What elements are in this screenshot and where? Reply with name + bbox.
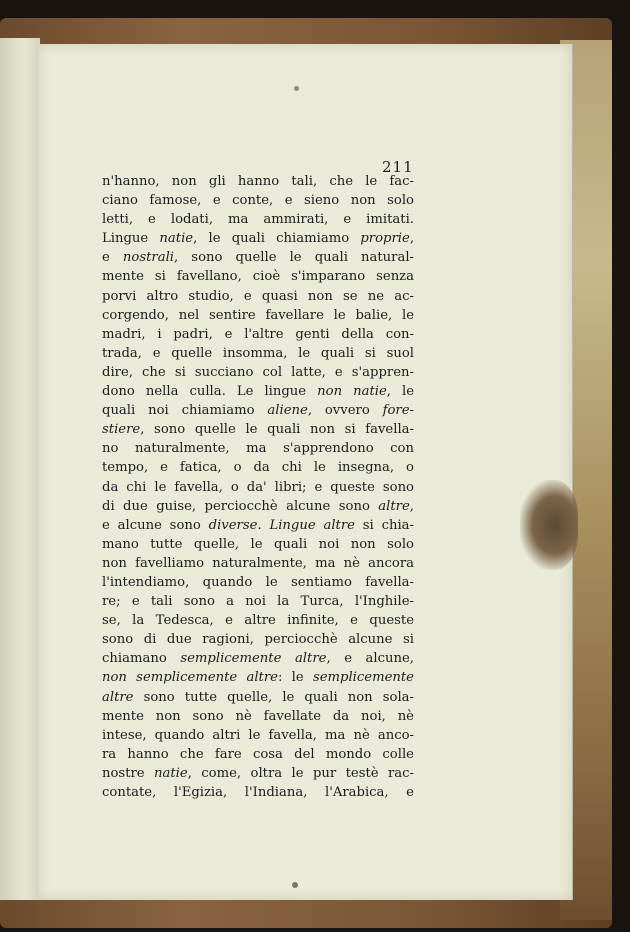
text-line xyxy=(102,363,414,382)
italic-text: diverse xyxy=(208,517,258,533)
text-line xyxy=(102,229,414,248)
text-line xyxy=(102,726,414,745)
text-segment: dono nella culla. Le lingue xyxy=(102,384,318,400)
text-segment: contate, l'Egizia, l'Indiana, l'Arabica, e xyxy=(102,785,414,800)
text-segment: sono di due ragioni, perciocchè alcune si xyxy=(102,632,414,648)
facing-page-edge xyxy=(0,38,40,900)
text-line xyxy=(102,420,414,439)
text-segment: , ovvero xyxy=(307,403,383,419)
text-segment: , le xyxy=(386,384,415,400)
text-line xyxy=(102,554,414,573)
text-line xyxy=(102,611,414,630)
text-line xyxy=(102,649,414,668)
paper-spot-top xyxy=(294,86,299,91)
text-segment: quali noi chiamiamo xyxy=(102,403,268,419)
text-line xyxy=(102,287,414,306)
text-segment: letti, e lodati, ma ammirati, e imitati. xyxy=(102,212,414,228)
text-line xyxy=(102,516,414,535)
text-segment: l'intendiamo, quando le sentiamo favella- xyxy=(102,574,414,590)
page-number: 211 xyxy=(382,158,414,176)
text-segment: , le quali chiamiamo xyxy=(193,231,361,247)
text-segment: madri, i padri, e l'altre genti della con- xyxy=(102,326,414,342)
text-line xyxy=(102,592,414,611)
text-line xyxy=(102,267,414,286)
text-segment: , xyxy=(409,231,415,247)
text-line xyxy=(102,458,414,477)
italic-text: semplicemente xyxy=(312,670,414,686)
italic-text: non natie xyxy=(317,384,387,400)
text-line xyxy=(102,172,414,191)
text-segment: mano tutte quelle, le quali noi non solo xyxy=(102,536,414,552)
text-segment: di due guise, perciocchè alcune sono xyxy=(102,498,379,514)
text-segment: , xyxy=(409,498,414,514)
text-line xyxy=(102,325,414,344)
text-line xyxy=(102,535,414,554)
text-segment: , sono quelle le quali natural- xyxy=(174,250,415,266)
text-segment: nostre xyxy=(102,765,155,781)
text-line xyxy=(102,210,414,229)
text-segment: ra hanno che fare cosa del mondo colle xyxy=(102,746,414,762)
italic-text: aliene xyxy=(267,403,308,419)
text-line xyxy=(102,783,414,802)
text-segment: e xyxy=(102,250,123,266)
text-line xyxy=(102,382,414,401)
paper-spot-bottom xyxy=(292,882,298,888)
text-line xyxy=(102,191,414,210)
italic-text: non semplicemente altre xyxy=(102,670,278,686)
text-segment: : le xyxy=(277,670,313,686)
italic-text: semplicemente altre xyxy=(180,651,327,667)
text-segment: sono tutte quelle, le quali non sola- xyxy=(133,689,414,705)
italic-text: altre xyxy=(378,498,410,514)
text-line xyxy=(102,764,414,783)
text-line xyxy=(102,707,414,726)
italic-text: fore- xyxy=(382,403,414,419)
text-segment: chiamano xyxy=(102,651,181,667)
text-segment: . xyxy=(257,517,270,533)
text-segment: intese, quando altri le favella, ma nè anco- xyxy=(102,727,414,743)
text-line xyxy=(102,630,414,649)
italic-text: proprie xyxy=(360,231,410,247)
text-segment: no naturalmente, ma s'apprendono con xyxy=(102,441,414,457)
text-segment: ciano famose, e conte, e sieno non solo xyxy=(102,193,414,209)
text-segment: corgendo, nel sentire favellare le balie, le xyxy=(102,307,414,323)
italic-text: natie xyxy=(159,231,194,247)
text-line xyxy=(102,668,414,687)
text-segment: e alcune sono xyxy=(102,517,209,533)
text-line xyxy=(102,478,414,497)
text-line xyxy=(102,745,414,764)
text-segment: mente non sono nè favellate da noi, nè xyxy=(102,708,414,724)
text-segment: , e alcune, xyxy=(326,651,415,667)
text-segment: n'hanno, non gli hanno tali, che le fac- xyxy=(102,174,414,189)
text-segment: re; e tali sono a noi la Turca, l'Inghile- xyxy=(102,594,414,610)
text-segment: da chi le favella, o da' libri; e queste sono xyxy=(102,479,414,495)
text-line xyxy=(102,439,414,458)
text-segment: Lingue xyxy=(102,231,160,247)
text-line xyxy=(102,306,414,325)
text-segment: tempo, e fatica, o da chi le insegna, o xyxy=(102,460,414,476)
text-segment: trada, e quelle insomma, le quali si suol xyxy=(102,345,414,361)
page-body-text xyxy=(102,172,414,802)
paper-stain xyxy=(520,480,578,570)
text-segment: se, la Tedesca, e altre infinite, e queste xyxy=(102,613,414,629)
text-segment: porvi altro studio, e quasi non se ne ac- xyxy=(102,288,414,304)
text-line xyxy=(102,573,414,592)
text-line xyxy=(102,688,414,707)
italic-text: stiere xyxy=(102,422,141,438)
italic-text: Lingue altre xyxy=(269,517,355,533)
text-line xyxy=(102,344,414,363)
text-line xyxy=(102,401,414,420)
text-line xyxy=(102,248,414,267)
text-segment: non favelliamo naturalmente, ma nè ancora xyxy=(102,555,414,571)
text-segment: mente si favellano, cioè s'imparano senza xyxy=(102,269,414,285)
italic-text: nostrali xyxy=(122,250,175,266)
italic-text: natie xyxy=(154,765,188,781)
text-line xyxy=(102,497,414,516)
text-segment: si chia- xyxy=(354,517,414,533)
text-segment: , sono quelle le quali non si favella- xyxy=(140,422,414,438)
text-segment: dire, che si succiano col latte, e s'appren- xyxy=(102,364,414,380)
text-segment: , come, oltra le pur testè rac- xyxy=(187,765,414,781)
italic-text: altre xyxy=(102,689,134,705)
